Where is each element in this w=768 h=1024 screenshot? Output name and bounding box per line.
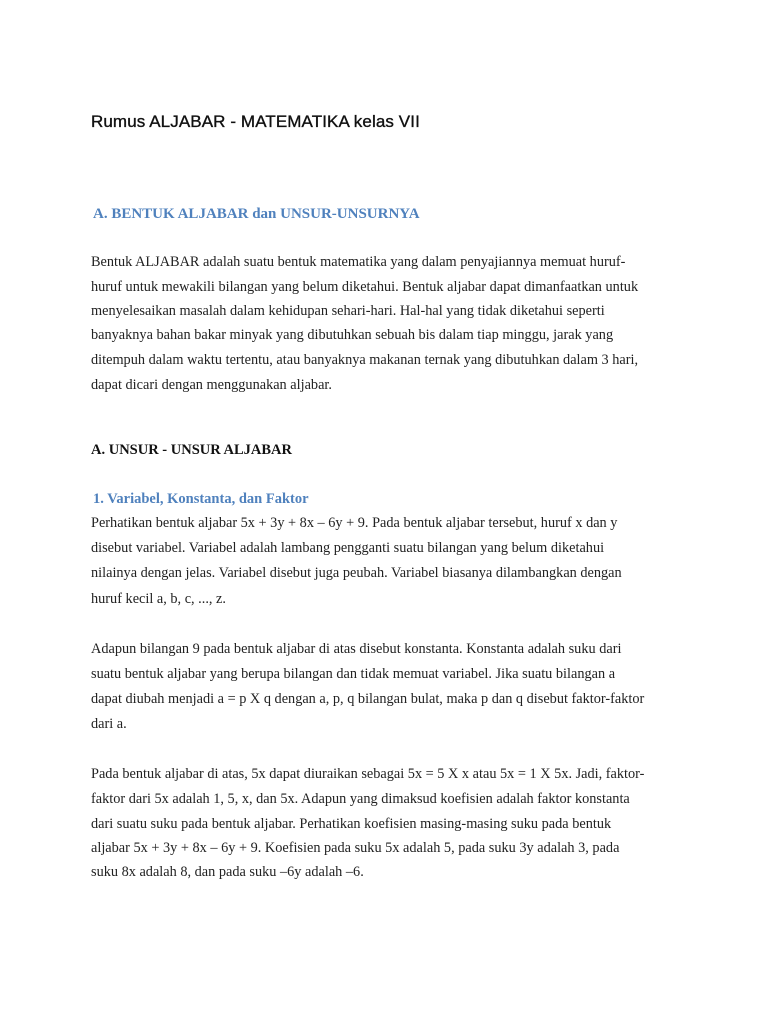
text-line: Bentuk ALJABAR adalah suatu bentuk matematika yang dalam penyajiannya memuat huruf- (91, 254, 626, 270)
text-line: dari suatu suku pada bentuk aljabar. Perhatikan koefisien masing-masing suku pada bentuk (91, 816, 612, 832)
text-line: suatu bentuk aljabar yang berupa bilangan dan tidak memuat variabel. Jika suatu bilangan a (91, 666, 616, 682)
text-line: ditempuh dalam waktu tertentu, atau banyaknya makanan ternak yang dibutuhkan dalam 3 hari, (91, 352, 639, 368)
text-line: dapat dicari dengan menggunakan aljabar. (91, 377, 332, 393)
text-line: banyaknya bahan bakar minyak yang dibutuhkan sebuah bis dalam tiap minggu, jarak yang (91, 327, 614, 343)
document-title: Rumus ALJABAR - MATEMATIKA kelas VII (91, 112, 420, 131)
text-line: huruf untuk mewakili bilangan yang belum diketahui. Bentuk aljabar dapat dimanfaatkan untuk (91, 279, 639, 295)
text-line: dapat diubah menjadi a = p X q dengan a, p, q bilangan bulat, maka p dan q disebut faktor-faktor (91, 691, 645, 707)
text-line: Adapun bilangan 9 pada bentuk aljabar di atas disebut konstanta. Konstanta adalah suku dari (91, 641, 622, 657)
text-line: aljabar 5x + 3y + 8x – 6y + 9. Koefisien pada suku 5x adalah 5, pada suku 3y adalah 3, pada (91, 840, 620, 856)
text-line: huruf kecil a, b, c, ..., z. (91, 591, 226, 607)
text-line: faktor dari 5x adalah 1, 5, x, dan 5x. Adapun yang dimaksud koefisien adalah faktor konstanta (91, 791, 630, 807)
text-line: nilainya dengan jelas. Variabel disebut juga peubah. Variabel biasanya dilambangkan dengan (91, 565, 622, 581)
section-heading-unsur-aljabar: A. UNSUR - UNSUR ALJABAR (91, 442, 293, 458)
text-line: menyelesaikan masalah dalam kehidupan sehari-hari. Hal-hal yang tidak diketahui seperti (91, 303, 605, 319)
text-line: Perhatikan bentuk aljabar 5x + 3y + 8x – 6y + 9. Pada bentuk aljabar tersebut, huruf x dan y (91, 515, 618, 531)
text-line: disebut variabel. Variabel adalah lambang pengganti suatu bilangan yang belum diketahui (91, 540, 605, 556)
text-line: suku 8x adalah 8, dan pada suku –6y adalah –6. (91, 864, 364, 880)
subsection-heading-variabel: 1. Variabel, Konstanta, dan Faktor (93, 491, 309, 507)
section-heading-bentuk-aljabar: A. BENTUK ALJABAR dan UNSUR-UNSURNYA (93, 206, 420, 222)
text-line: Pada bentuk aljabar di atas, 5x dapat diuraikan sebagai 5x = 5 X x atau 5x = 1 X 5x. Jadi, faktor- (91, 766, 645, 782)
text-line: dari a. (91, 716, 127, 732)
